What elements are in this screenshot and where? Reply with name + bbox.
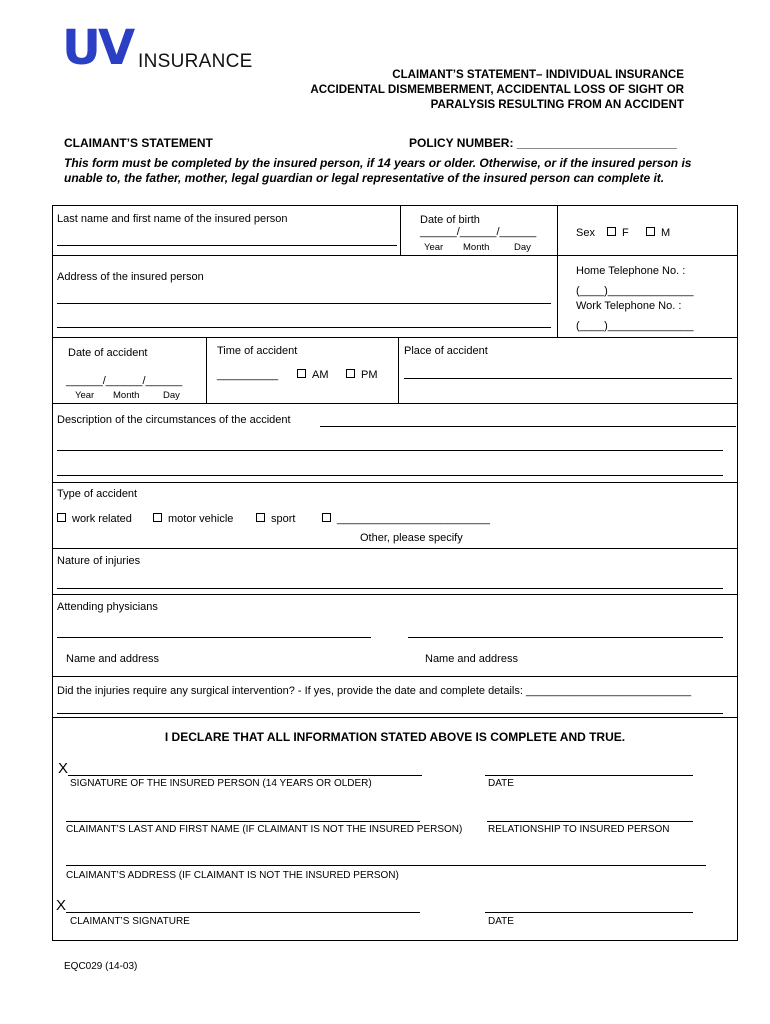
form-code: EQC029 (14-03) xyxy=(64,961,138,972)
insured-name-label: Last name and first name of the insured person xyxy=(57,213,288,225)
accident-place-input[interactable] xyxy=(404,378,732,379)
sport-checkbox[interactable]: sport xyxy=(256,513,295,525)
claimant-statement-heading: CLAIMANT’S STATEMENT xyxy=(64,136,213,150)
claimant-name-input[interactable] xyxy=(66,821,420,822)
policy-number-field[interactable]: POLICY NUMBER: ________________________ xyxy=(409,136,677,150)
claimant-address-input[interactable] xyxy=(66,865,706,866)
declaration-text: I DECLARE THAT ALL INFORMATION STATED ABOVE IS COMPLETE AND TRUE. xyxy=(164,730,626,744)
form-title-line3: PARALYSIS RESULTING FROM AN ACCIDENT xyxy=(430,98,684,111)
date2-input[interactable] xyxy=(485,912,693,913)
address-input-line2[interactable] xyxy=(57,327,551,328)
dob-label: Date of birth xyxy=(420,214,480,226)
accident-place-label: Place of accident xyxy=(404,345,488,357)
accident-time-label: Time of accident xyxy=(217,345,298,357)
form-title-line1: CLAIMANT’S STATEMENT– INDIVIDUAL INSURANCE xyxy=(392,68,684,81)
accident-day-label: Day xyxy=(163,390,180,401)
accident-date-input[interactable]: ______/______/______ xyxy=(66,375,183,387)
accident-month-label: Month xyxy=(113,390,140,401)
insurance-logo-text: INSURANCE xyxy=(138,51,253,72)
physician2-input[interactable] xyxy=(408,637,723,638)
checkbox-icon xyxy=(322,513,331,522)
claimant-name-label: CLAIMANT’S LAST AND FIRST NAME (IF CLAIMANT IS NOT THE INSURED PERSON) xyxy=(66,824,463,835)
work-telephone-input[interactable]: (____)______________ xyxy=(576,320,694,332)
description-input-line2[interactable] xyxy=(57,450,723,451)
claimant-address-label: CLAIMANT’S ADDRESS (IF CLAIMANT IS NOT THE INSURED PERSON) xyxy=(66,870,399,881)
checkbox-icon xyxy=(153,513,162,522)
date1-input[interactable] xyxy=(485,775,693,776)
insured-name-input[interactable] xyxy=(57,245,397,246)
checkbox-icon xyxy=(646,227,655,236)
form-title-line2: ACCIDENTAL DISMEMBERMENT, ACCIDENTAL LOSS OF SIGHT OR xyxy=(310,83,684,96)
other-specify-label: Other, please specify xyxy=(360,532,463,544)
description-input-line1[interactable] xyxy=(320,426,736,427)
other-checkbox[interactable]: _________________________ xyxy=(322,513,490,525)
checkbox-icon xyxy=(607,227,616,236)
uv-logo: UV xyxy=(62,20,133,76)
address-input-line1[interactable] xyxy=(57,303,551,304)
relationship-label: RELATIONSHIP TO INSURED PERSON xyxy=(488,824,670,835)
claimant-signature-label: CLAIMANT’S SIGNATURE xyxy=(70,916,190,927)
dob-input[interactable]: ______/______/______ xyxy=(420,226,537,238)
sex-label: Sex xyxy=(576,227,595,239)
physicians-label: Attending physicians xyxy=(57,601,158,613)
instruction-text: This form must be completed by the insured person, if 14 years or older. Otherwise, or if the insured person is unable to, the father, mother, legal guardian or legal representative of the insured person can complete it. xyxy=(64,156,692,185)
checkbox-icon xyxy=(297,369,306,378)
accident-year-label: Year xyxy=(75,390,95,401)
am-checkbox[interactable]: AM xyxy=(297,369,329,381)
surgery-question[interactable]: Did the injuries require any surgical intervention? - If yes, provide the date and complete details: ___________________________ xyxy=(57,685,692,697)
signature-x-marker: X xyxy=(58,760,69,777)
dob-year-label: Year xyxy=(424,242,444,253)
sex-f-checkbox[interactable]: F xyxy=(607,227,629,239)
claimant-signature-x-marker: X xyxy=(56,897,67,914)
checkbox-icon xyxy=(57,513,66,522)
accident-date-label: Date of accident xyxy=(68,347,148,359)
checkbox-icon xyxy=(256,513,265,522)
home-telephone-input[interactable]: (____)______________ xyxy=(576,285,694,297)
address-label: Address of the insured person xyxy=(57,271,204,283)
work-telephone-label: Work Telephone No. : xyxy=(576,300,682,312)
pm-checkbox[interactable]: PM xyxy=(346,369,378,381)
sex-m-checkbox[interactable]: M xyxy=(646,227,670,239)
insured-signature-input[interactable] xyxy=(68,775,422,776)
nature-label: Nature of injuries xyxy=(57,555,141,567)
insured-signature-label: SIGNATURE OF THE INSURED PERSON (14 YEARS OR OLDER) xyxy=(70,778,372,789)
physician1-name-address-label: Name and address xyxy=(66,653,159,665)
work-related-checkbox[interactable]: work related xyxy=(57,513,132,525)
motor-vehicle-checkbox[interactable]: motor vehicle xyxy=(153,513,233,525)
type-label: Type of accident xyxy=(57,488,138,500)
home-telephone-label: Home Telephone No. : xyxy=(576,265,686,277)
physician1-input[interactable] xyxy=(57,637,371,638)
claimant-signature-input[interactable] xyxy=(66,912,420,913)
nature-input[interactable] xyxy=(57,588,723,589)
accident-time-input[interactable]: __________ xyxy=(217,369,279,381)
checkbox-icon xyxy=(346,369,355,378)
date2-label: DATE xyxy=(488,916,514,927)
description-input-line3[interactable] xyxy=(57,475,723,476)
surgery-details-input[interactable] xyxy=(57,713,723,714)
dob-day-label: Day xyxy=(514,242,531,253)
description-label: Description of the circumstances of the accident xyxy=(57,414,291,426)
physician2-name-address-label: Name and address xyxy=(425,653,518,665)
relationship-input[interactable] xyxy=(487,821,693,822)
date1-label: DATE xyxy=(488,778,514,789)
dob-month-label: Month xyxy=(463,242,490,253)
